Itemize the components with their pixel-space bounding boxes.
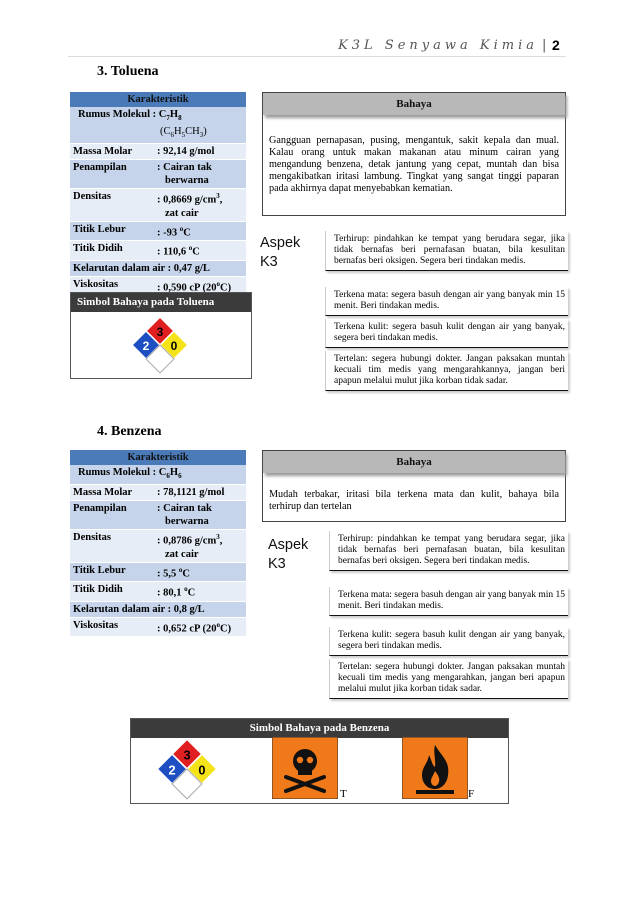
benzena-bahaya-box <box>262 450 566 522</box>
rumus-alt: $(C_6H_5CH_3)$ <box>160 126 207 140</box>
toluena-bahaya-box <box>262 92 566 216</box>
k3-tertelan: Tertelan: segera hubungi dokter. Jangan paksakan muntah kecuali tim medis yang mengarahkan, jangan beri apapun melalui mulut jika korban tidak sadar. <box>329 659 568 699</box>
bahaya-header: Bahaya <box>263 93 565 115</box>
svg-text:0: 0 <box>198 762 206 778</box>
k3-mata: Terkena mata: segera basuh dengan air yang banyak min 15 menit. Beri tindakan medis. <box>329 587 568 616</box>
table-row: Titik Didih : 110,6 $^o$C <box>70 241 246 261</box>
k3-kulit: Terkena kulit: segera basuh kulit dengan air yang banyak, segera beri tindakan medis. <box>325 319 568 348</box>
symbol-header: Simbol Bahaya pada Benzena <box>131 719 508 738</box>
benzena-properties-table <box>70 450 246 637</box>
section-title-benzena: 4. Benzena <box>97 424 162 439</box>
header-title: K3L Senyawa Kimia <box>338 38 538 53</box>
nfpa-health: 3 <box>156 325 164 339</box>
table-row: Massa Molar : 92,14 g/mol <box>70 144 246 160</box>
table-row: Viskositas : 0,652 cP (20$^o$C) <box>70 617 246 637</box>
svg-text:2: 2 <box>168 762 176 778</box>
k3-terhirup: Terhirup: pindahkan ke tempat yang berudara segar, jika tidak bernafas beri pernafasan buatan, bila kesulitan bernafas beri oksigen. Segera beri tindakan medis. <box>329 531 568 571</box>
nfpa-left: 2 <box>142 339 150 353</box>
aspek-k3-label: Aspek K3 <box>260 235 301 270</box>
table-row-kelarutan: Kelarutan dalam air : 0,8 g/L <box>70 601 246 617</box>
toxic-label: T <box>340 788 347 800</box>
header-divider <box>68 56 566 57</box>
table-row-kelarutan: Kelarutan dalam air : 0,47 g/L <box>70 260 246 276</box>
nfpa-right: 0 <box>170 339 178 353</box>
table-row: Titik Didih : 80,1 $^o$C <box>70 582 246 602</box>
bahaya-header: Bahaya <box>263 451 565 473</box>
header-separator: | <box>542 38 547 53</box>
table-header: Karakteristik <box>70 450 246 465</box>
flammable-flame-icon <box>402 737 468 799</box>
table-row: Titik Lebur : 5,5 $^o$C <box>70 562 246 582</box>
rumus-label: Rumus Molekul : C <box>78 109 167 120</box>
table-row: Densitas : 0,8669 $g/cm^3$, zat cair <box>70 189 246 222</box>
k3-kulit: Terkena kulit: segera basuh kulit dengan air yang banyak, segera beri tindakan medis. <box>329 627 568 656</box>
nfpa-diamond-icon <box>130 315 190 375</box>
svg-text:3: 3 <box>183 747 191 763</box>
table-row: Viskositas : 0,590 cP (20$^o$C) <box>70 276 246 296</box>
k3-terhirup: Terhirup: pindahkan ke tempat yang berudara segar, jika tidak bernafas beri pernafasan buatan, bila kesulitan bernafas beri oksigen. Segera beri tindakan medis. <box>325 231 568 271</box>
section-title-toluena: 3. Toluena <box>97 64 159 79</box>
table-row: Massa Molar : 78,1121 g/mol <box>70 485 246 501</box>
k3-tertelan: Tertelan: segera hubungi dokter. Jangan paksakan muntah kecuali tim medis yang mengarahkannya, jangan beri apapun melalui mulut jika korban tidak sadar. <box>325 351 568 391</box>
table-row: Densitas : 0,8786 $g/cm^3$, zat cair <box>70 530 246 563</box>
table-row: Penampilan : Cairan tak berwarna <box>70 501 246 530</box>
rumus-sub: 7 <box>166 114 170 123</box>
page-number: 2 <box>552 37 560 53</box>
toluena-properties-table <box>70 92 246 296</box>
table-header: Karakteristik <box>70 92 246 107</box>
aspek-k3-label: Aspek K3 <box>268 537 309 572</box>
table-row-rumus <box>70 107 246 144</box>
bahaya-text: Mudah terbakar, iritasi bila terkena mata dan kulit, bahaya bila terhirup dan tertelan <box>269 489 559 512</box>
k3-mata: Terkena mata: segera basuh dengan air yang banyak min 15 menit. Beri tindakan medis. <box>325 287 568 316</box>
rumus-h: H <box>169 109 179 120</box>
toxic-skull-icon <box>272 737 338 799</box>
symbol-header: Simbol Bahaya pada Toluena <box>71 293 251 312</box>
bahaya-text: Gangguan pernapasan, pusing, mengantuk, sakit kepala dan mual. Kalau orang untuk makan makanan atau minum cairan yang mengandung benzena, detak jantung yang cepat, muntah dan bisa mengakibatkan iritasi lambung. Tingkat yang sangat tinggi paparan pada akhirnya dapat menyebabkan kematian. <box>269 135 559 194</box>
table-row: Titik Lebur : -93 $^o$C <box>70 221 246 241</box>
table-row: Penampilan : Cairan tak berwarna <box>70 160 246 189</box>
nfpa-diamond-icon <box>152 737 222 801</box>
rumus-sub: 8 <box>178 114 182 123</box>
flammable-label: F <box>468 788 475 800</box>
table-row-rumus: Rumus Molekul : $C_6H_6$ <box>70 465 246 485</box>
